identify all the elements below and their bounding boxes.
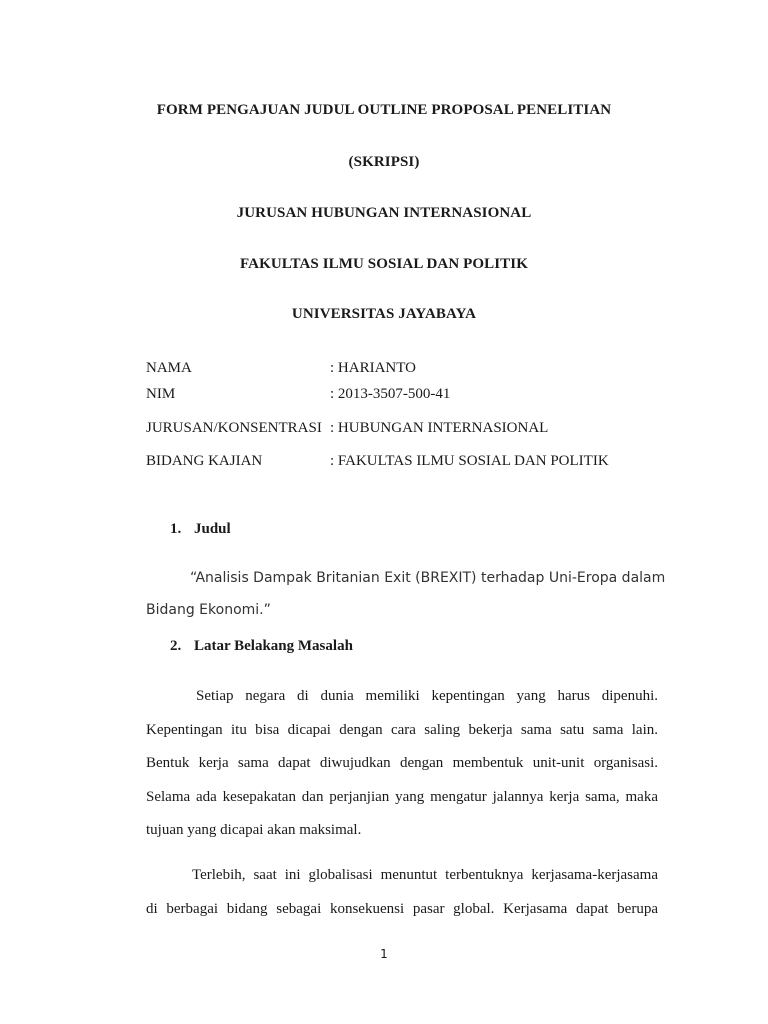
nim-value: : 2013-3507-500-41 <box>330 386 451 402</box>
paragraph-line: Kepentingan itu bisa dicapai dengan cara saling bekerja sama satu sama lain. <box>146 722 658 738</box>
page-number: 1 <box>380 947 388 961</box>
section-title: Judul <box>194 521 231 537</box>
section-latar-belakang-heading <box>170 638 353 655</box>
section-number: 2. <box>170 638 182 654</box>
paragraph-line: Selama ada kesepakatan dan perjanjian yang mengatur jalannya kerja sama, maka <box>146 789 658 805</box>
nama-value: : HARIANTO <box>330 360 416 376</box>
nim-label: NIM <box>146 386 176 402</box>
nama-label: NAMA <box>146 360 192 376</box>
section-judul-heading <box>170 521 231 538</box>
paragraph-line: Bentuk kerja sama dapat diwujudkan dengan membentuk unit-unit organisasi. <box>146 755 658 771</box>
research-title-line: Bidang Ekonomi.” <box>146 602 271 618</box>
paragraph-line: Setiap negara di dunia memiliki kepentingan yang harus dipenuhi. <box>196 688 658 704</box>
section-title: Latar Belakang Masalah <box>194 638 353 654</box>
form-title: FORM PENGAJUAN JUDUL OUTLINE PROPOSAL PENELITIAN <box>156 102 612 118</box>
jurusan-label: JURUSAN/KONSENTRASI <box>146 420 322 436</box>
research-title-line: “Analisis Dampak Britanian Exit (BREXIT) terhadap Uni-Eropa dalam <box>190 570 666 586</box>
section-number: 1. <box>170 521 182 537</box>
jurusan-value: : HUBUNGAN INTERNASIONAL <box>330 420 549 436</box>
paragraph-line: di berbagai bidang sebagai konsekuensi pasar global. Kerjasama dapat berupa <box>146 901 658 917</box>
paragraph-line: tujuan yang dicapai akan maksimal. <box>146 822 362 838</box>
university-heading: UNIVERSITAS JAYABAYA <box>291 306 477 322</box>
faculty-heading: FAKULTAS ILMU SOSIAL DAN POLITIK <box>240 256 528 272</box>
bidang-label: BIDANG KAJIAN <box>146 453 263 469</box>
department-heading: JURUSAN HUBUNGAN INTERNASIONAL <box>236 205 532 221</box>
paragraph-line: Terlebih, saat ini globalisasi menuntut terbentuknya kerjasama-kerjasama <box>192 867 658 883</box>
form-subtitle: (SKRIPSI) <box>348 154 420 170</box>
bidang-value: : FAKULTAS ILMU SOSIAL DAN POLITIK <box>330 453 609 469</box>
